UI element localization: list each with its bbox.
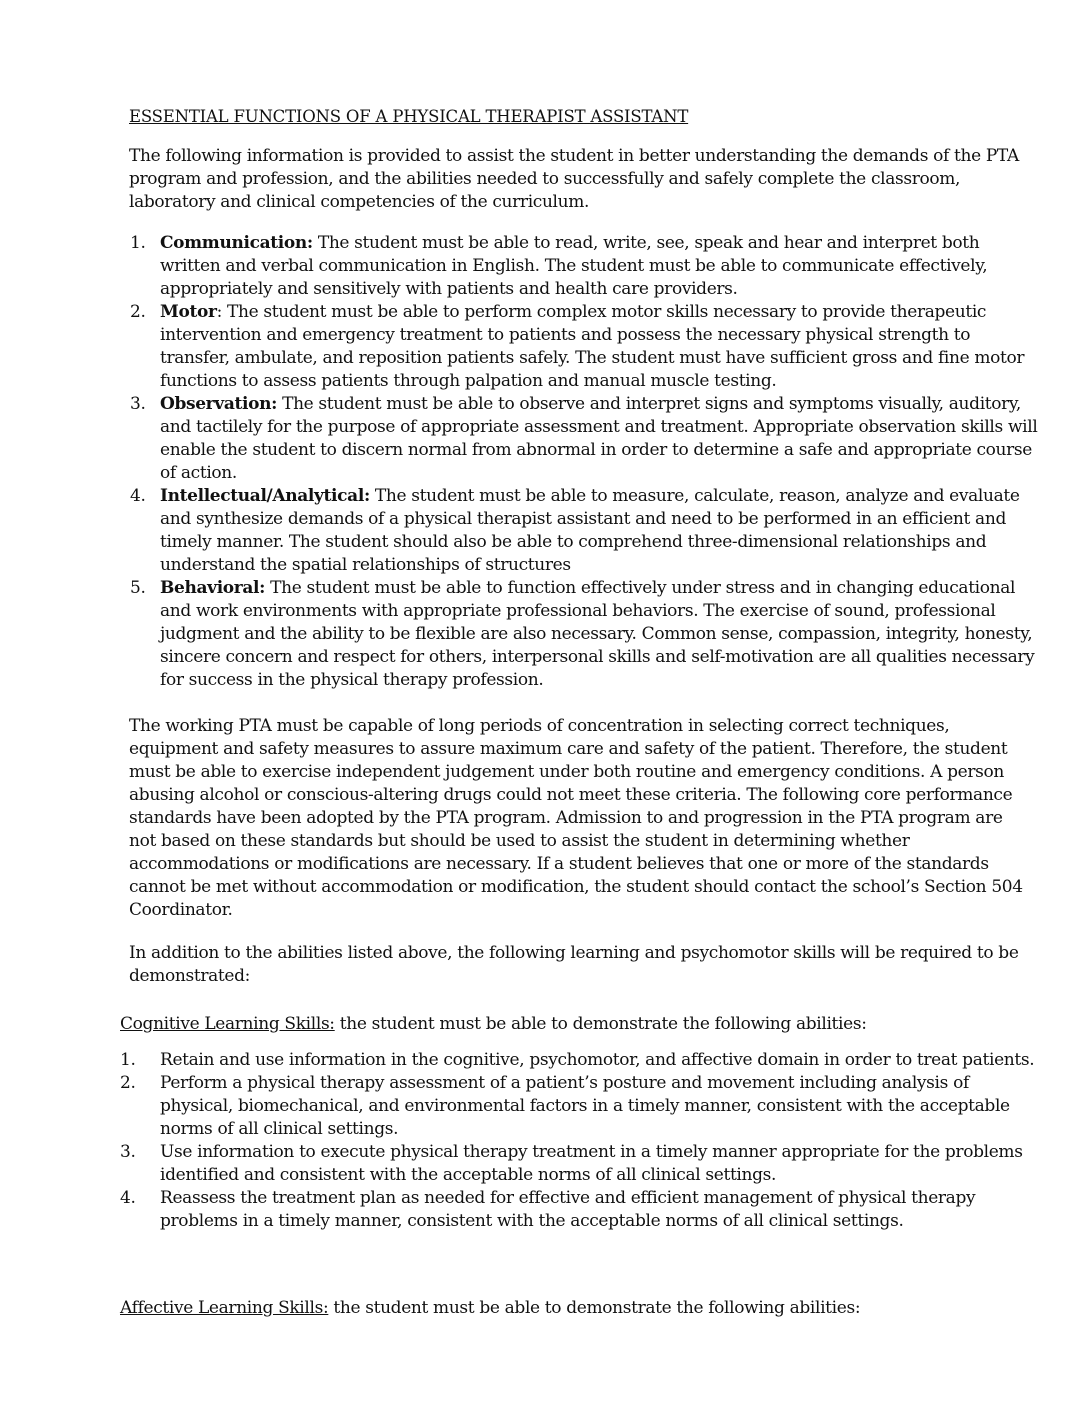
item-text: Reassess the treatment plan as needed for effective and efficient management of physical therapy problems in a timely manner, consistent with the acceptable norms of all clinical settings. — [160, 1188, 976, 1231]
document-title: ESSENTIAL FUNCTIONS OF A PHYSICAL THERAPIST ASSISTANT — [129, 107, 689, 126]
item-number: 4. — [120, 1188, 136, 1208]
item-lead: Intellectual/Analytical: — [160, 486, 370, 506]
list-item — [0, 577, 1040, 692]
item-text: Perform a physical therapy assessment of a patient’s posture and movement including analysis of physical, biomechanical, and environmental factors in a timely manner, consistent with the acceptable norms of all clinical settings. — [160, 1073, 1010, 1139]
intro-paragraph: The following information is provided to assist the student in better understanding the demands of the PTA program and profession, and the abilities needed to successfully and safely complete the classroom, laboratory and clinical competencies of the curriculum. — [129, 146, 1019, 212]
list-item — [0, 485, 1040, 577]
item-lead: Motor — [160, 302, 217, 322]
list-item — [0, 232, 1040, 301]
item-number: 4. — [130, 486, 146, 506]
cognitive-skills-list — [0, 1049, 1088, 1233]
cognitive-heading-label: Cognitive Learning Skills: — [120, 1014, 335, 1034]
cognitive-heading-rest: the student must be able to demonstrate the following abilities: — [334, 1014, 867, 1034]
item-number: 2. — [130, 302, 146, 322]
cognitive-heading — [120, 1013, 867, 1036]
item-number: 2. — [120, 1073, 136, 1093]
working-pta-paragraph: The working PTA must be capable of long periods of concentration in selecting correct techniques, equipment and safety measures to assure maximum care and safety of the patient. Therefore, the student must be able to exercise independent judgement under both routine and emergency conditions. A person abusing alcohol or conscious-altering drugs could not meet these criteria. The following core performance standards have been adopted by the PTA program. Admission to and progression in the PTA program are not based on these standards but should be used to assist the student in determining whether accommodations or modifications are necessary. If a student believes that one or more of the standards cannot be met without accommodation or modification, the student should contact the school’s Section 504 Coordinator. — [129, 716, 1023, 920]
item-number: 3. — [130, 394, 146, 414]
affective-heading — [120, 1297, 860, 1320]
item-lead: Behavioral: — [160, 578, 266, 598]
item-text: The student must be able to observe and interpret signs and symptoms visually, auditory, and tactilely for the purpose of appropriate assessment and treatment. Appropriate observation skills will enable the student to discern normal from abnormal in order to determine a safe and appropriate course of action. — [160, 394, 1038, 483]
item-text: Retain and use information in the cognitive, psychomotor, and affective domain in order to treat patients. — [160, 1050, 1035, 1070]
item-lead: Communication: — [160, 233, 313, 253]
item-number: 3. — [120, 1142, 136, 1162]
item-number: 1. — [130, 233, 146, 253]
list-item — [0, 1072, 1040, 1141]
item-text: Use information to execute physical therapy treatment in a timely manner appropriate for the problems identified and consistent with the acceptable norms of all clinical settings. — [160, 1142, 1023, 1185]
item-text: : The student must be able to perform complex motor skills necessary to provide therapeutic intervention and emergency treatment to patients and possess the necessary physical strength to transfer, ambulate, and reposition patients safely. The student must have sufficient gross and fine motor functions to assess patients through palpation and manual muscle testing. — [160, 302, 1025, 391]
affective-heading-rest: the student must be able to demonstrate the following abilities: — [328, 1298, 861, 1318]
item-lead: Observation: — [160, 394, 278, 414]
abilities-list — [0, 232, 1088, 692]
list-item — [0, 1187, 1040, 1233]
item-text: The student must be able to function effectively under stress and in changing educational and work environments with appropriate professional behaviors. The exercise of sound, professional judgment and the ability to be flexible are also necessary. Common sense, compassion, integrity, honesty, sincere concern and respect for others, interpersonal skills and self-motivation are all qualities necessary for success in the physical therapy profession. — [160, 578, 1035, 690]
item-text: The student must be able to read, write, see, speak and hear and interpret both written and verbal communication in English. The student must be able to communicate effectively, appropriately and sensitively with patients and health care providers. — [160, 233, 988, 299]
list-item — [0, 393, 1040, 485]
item-text: The student must be able to measure, calculate, reason, analyze and evaluate and synthesize demands of a physical therapist assistant and need to be performed in an efficient and timely manner. The student should also be able to comprehend three-dimensional relationships and understand the spatial relationships of structures — [160, 486, 1020, 575]
list-item — [0, 1141, 1040, 1187]
affective-heading-label: Affective Learning Skills: — [120, 1298, 329, 1318]
list-item — [0, 301, 1040, 393]
item-number: 5. — [130, 578, 146, 598]
list-item — [0, 1049, 1040, 1072]
addition-paragraph: In addition to the abilities listed above, the following learning and psychomotor skills will be required to be demonstrated: — [129, 943, 1019, 986]
item-number: 1. — [120, 1050, 136, 1070]
